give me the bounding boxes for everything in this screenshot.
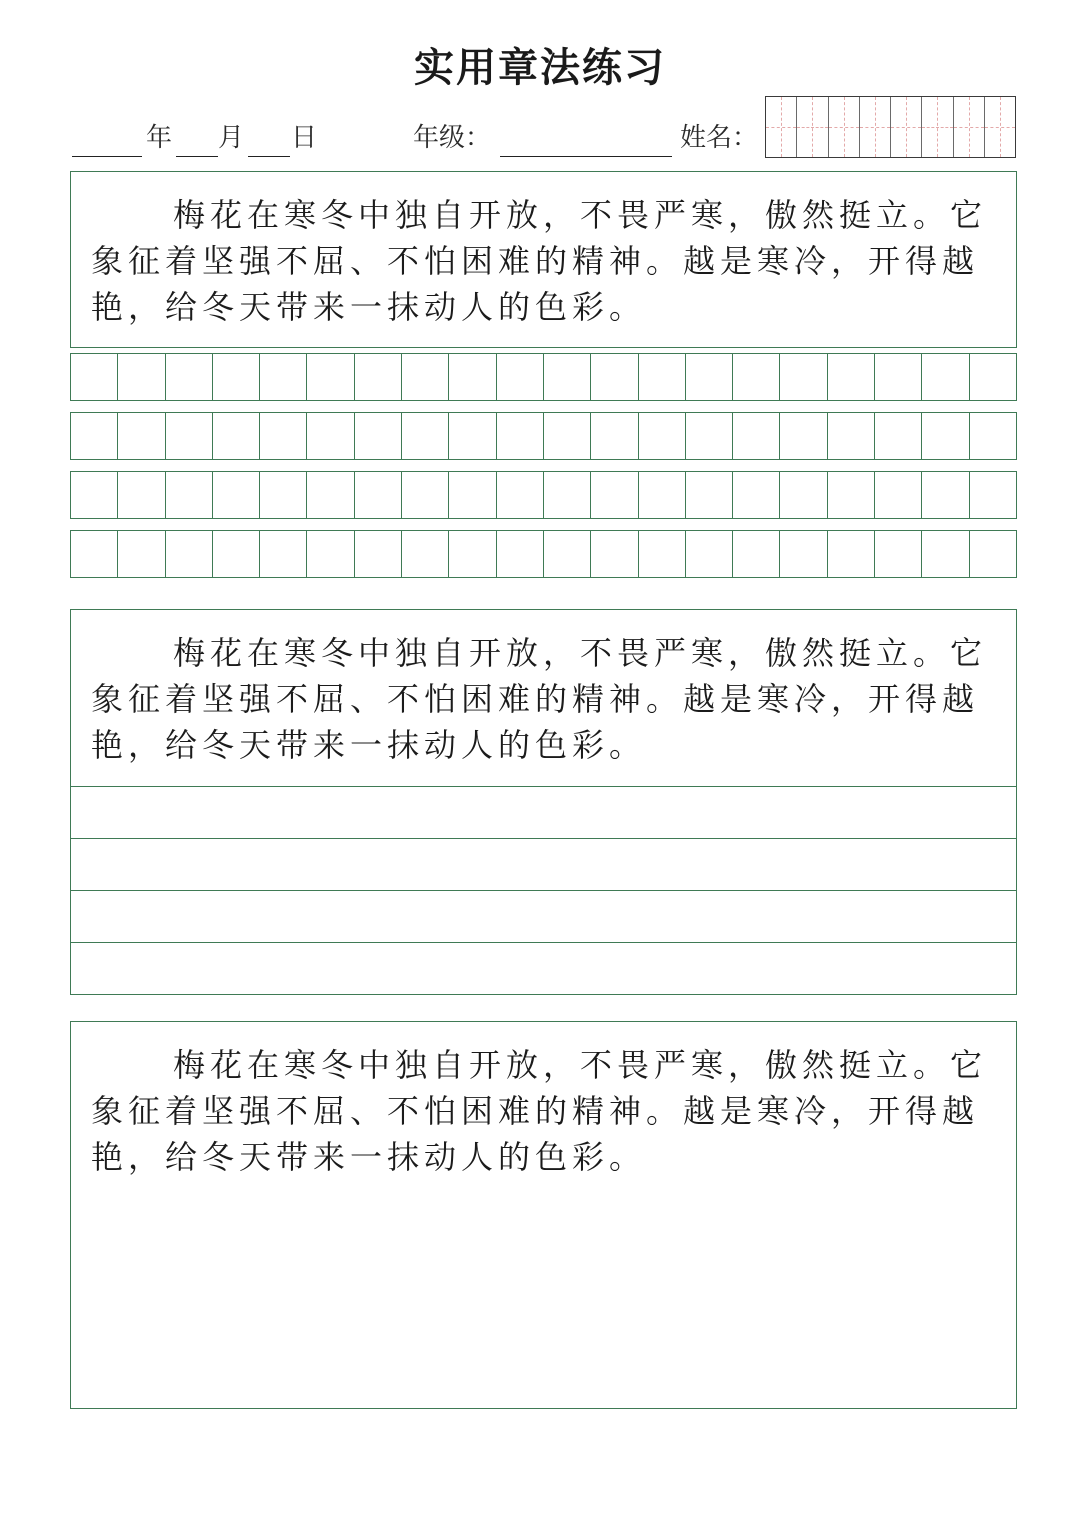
passage-text-3: 梅花在寒冬中独自开放，不畏严寒，傲然挺立。它象征着坚强不屈、不怕困难的精神。越是寒冷，开得越艳，给冬天带来一抹动人的色彩。 bbox=[91, 1046, 988, 1176]
grid-cell[interactable] bbox=[166, 413, 213, 459]
name-grid-cell[interactable] bbox=[922, 97, 953, 157]
grid-cell[interactable] bbox=[118, 354, 165, 400]
grid-cell[interactable] bbox=[922, 472, 969, 518]
name-grid-cell[interactable] bbox=[797, 97, 828, 157]
grid-row bbox=[70, 530, 1017, 578]
name-grid-cell[interactable] bbox=[985, 97, 1015, 157]
grid-cell[interactable] bbox=[402, 354, 449, 400]
writing-line[interactable] bbox=[71, 786, 1016, 787]
grid-cell[interactable] bbox=[118, 472, 165, 518]
grid-row bbox=[70, 353, 1017, 401]
grid-cell[interactable] bbox=[213, 354, 260, 400]
month-blank[interactable] bbox=[176, 156, 218, 157]
grid-cell[interactable] bbox=[166, 531, 213, 577]
grid-cell[interactable] bbox=[639, 413, 686, 459]
name-grid-cell[interactable] bbox=[954, 97, 985, 157]
writing-line[interactable] bbox=[71, 838, 1016, 839]
grid-cell[interactable] bbox=[449, 413, 496, 459]
grid-cell[interactable] bbox=[307, 354, 354, 400]
writing-line[interactable] bbox=[71, 942, 1016, 943]
grid-cell[interactable] bbox=[497, 472, 544, 518]
grid-cell[interactable] bbox=[686, 354, 733, 400]
grid-cell[interactable] bbox=[780, 531, 827, 577]
grid-cell[interactable] bbox=[213, 413, 260, 459]
grid-cell[interactable] bbox=[875, 413, 922, 459]
grid-cell[interactable] bbox=[922, 354, 969, 400]
page-title: 实用章法练习 bbox=[414, 45, 666, 91]
grid-cell[interactable] bbox=[875, 354, 922, 400]
grid-cell[interactable] bbox=[780, 354, 827, 400]
grid-cell[interactable] bbox=[591, 531, 638, 577]
grid-cell[interactable] bbox=[118, 413, 165, 459]
grid-cell[interactable] bbox=[544, 531, 591, 577]
grid-cell[interactable] bbox=[71, 354, 118, 400]
grid-cell[interactable] bbox=[71, 531, 118, 577]
grid-cell[interactable] bbox=[639, 531, 686, 577]
grid-cell[interactable] bbox=[686, 413, 733, 459]
grid-cell[interactable] bbox=[166, 472, 213, 518]
grid-row bbox=[70, 412, 1017, 460]
grid-cell[interactable] bbox=[828, 413, 875, 459]
name-writing-grid[interactable] bbox=[765, 96, 1016, 158]
passage-text-1: 梅花在寒冬中独自开放，不畏严寒，傲然挺立。它象征着坚强不屈、不怕困难的精神。越是寒冷，开得越艳，给冬天带来一抹动人的色彩。 bbox=[91, 196, 988, 326]
grid-cell[interactable] bbox=[780, 413, 827, 459]
grid-cell[interactable] bbox=[970, 413, 1016, 459]
grid-cell[interactable] bbox=[213, 472, 260, 518]
grid-cell[interactable] bbox=[733, 472, 780, 518]
grid-cell[interactable] bbox=[449, 354, 496, 400]
grid-cell[interactable] bbox=[402, 472, 449, 518]
name-grid-cell[interactable] bbox=[891, 97, 922, 157]
grid-cell[interactable] bbox=[544, 472, 591, 518]
grid-cell[interactable] bbox=[260, 472, 307, 518]
grade-label: 年级： bbox=[413, 123, 492, 153]
grid-cell[interactable] bbox=[355, 531, 402, 577]
grid-cell[interactable] bbox=[591, 413, 638, 459]
grid-cell[interactable] bbox=[355, 413, 402, 459]
grid-cell[interactable] bbox=[307, 531, 354, 577]
name-grid-cell[interactable] bbox=[766, 97, 797, 157]
day-label: 日 bbox=[291, 123, 318, 153]
grid-cell[interactable] bbox=[544, 354, 591, 400]
grid-cell[interactable] bbox=[591, 354, 638, 400]
grid-cell[interactable] bbox=[118, 531, 165, 577]
grid-cell[interactable] bbox=[497, 354, 544, 400]
year-label: 年 bbox=[146, 123, 173, 153]
grid-cell[interactable] bbox=[922, 413, 969, 459]
grid-cell[interactable] bbox=[71, 472, 118, 518]
grid-cell[interactable] bbox=[780, 472, 827, 518]
grid-cell[interactable] bbox=[591, 472, 638, 518]
name-grid-cell[interactable] bbox=[829, 97, 860, 157]
grid-cell[interactable] bbox=[970, 354, 1016, 400]
grid-cell[interactable] bbox=[71, 413, 118, 459]
passage-box-3 bbox=[70, 1021, 1017, 1409]
grid-cell[interactable] bbox=[686, 472, 733, 518]
grid-cell[interactable] bbox=[828, 354, 875, 400]
name-label: 姓名： bbox=[680, 123, 759, 153]
free-writing-area[interactable] bbox=[71, 1198, 1016, 1408]
grid-cell[interactable] bbox=[260, 531, 307, 577]
grid-cell[interactable] bbox=[875, 472, 922, 518]
month-label: 月 bbox=[218, 123, 245, 153]
grid-cell[interactable] bbox=[166, 354, 213, 400]
grid-cell[interactable] bbox=[260, 354, 307, 400]
grid-cell[interactable] bbox=[733, 531, 780, 577]
grid-cell[interactable] bbox=[355, 472, 402, 518]
grid-cell[interactable] bbox=[497, 413, 544, 459]
grid-cell[interactable] bbox=[686, 531, 733, 577]
grid-cell[interactable] bbox=[449, 531, 496, 577]
grid-cell[interactable] bbox=[402, 531, 449, 577]
year-blank[interactable] bbox=[72, 156, 142, 157]
name-grid-cell[interactable] bbox=[860, 97, 891, 157]
grid-cell[interactable] bbox=[355, 354, 402, 400]
grid-cell[interactable] bbox=[307, 413, 354, 459]
grid-cell[interactable] bbox=[544, 413, 591, 459]
grid-cell[interactable] bbox=[260, 413, 307, 459]
grid-cell[interactable] bbox=[639, 472, 686, 518]
grid-cell[interactable] bbox=[733, 354, 780, 400]
grade-blank[interactable] bbox=[500, 156, 672, 157]
day-blank[interactable] bbox=[248, 156, 290, 157]
passage-box-2 bbox=[70, 609, 1017, 995]
grid-cell[interactable] bbox=[970, 472, 1016, 518]
passage-box-1 bbox=[70, 171, 1017, 348]
grid-cell[interactable] bbox=[213, 531, 260, 577]
grid-cell[interactable] bbox=[970, 531, 1016, 577]
grid-cell[interactable] bbox=[639, 354, 686, 400]
writing-line[interactable] bbox=[71, 890, 1016, 891]
grid-cell[interactable] bbox=[922, 531, 969, 577]
grid-cell[interactable] bbox=[497, 531, 544, 577]
grid-cell[interactable] bbox=[828, 472, 875, 518]
grid-cell[interactable] bbox=[449, 472, 496, 518]
grid-cell[interactable] bbox=[307, 472, 354, 518]
grid-row bbox=[70, 471, 1017, 519]
grid-cell[interactable] bbox=[875, 531, 922, 577]
passage-text-2: 梅花在寒冬中独自开放，不畏严寒，傲然挺立。它象征着坚强不屈、不怕困难的精神。越是寒冷，开得越艳，给冬天带来一抹动人的色彩。 bbox=[91, 634, 988, 764]
header-row bbox=[72, 118, 762, 162]
grid-cell[interactable] bbox=[828, 531, 875, 577]
grid-cell[interactable] bbox=[733, 413, 780, 459]
grid-cell[interactable] bbox=[402, 413, 449, 459]
